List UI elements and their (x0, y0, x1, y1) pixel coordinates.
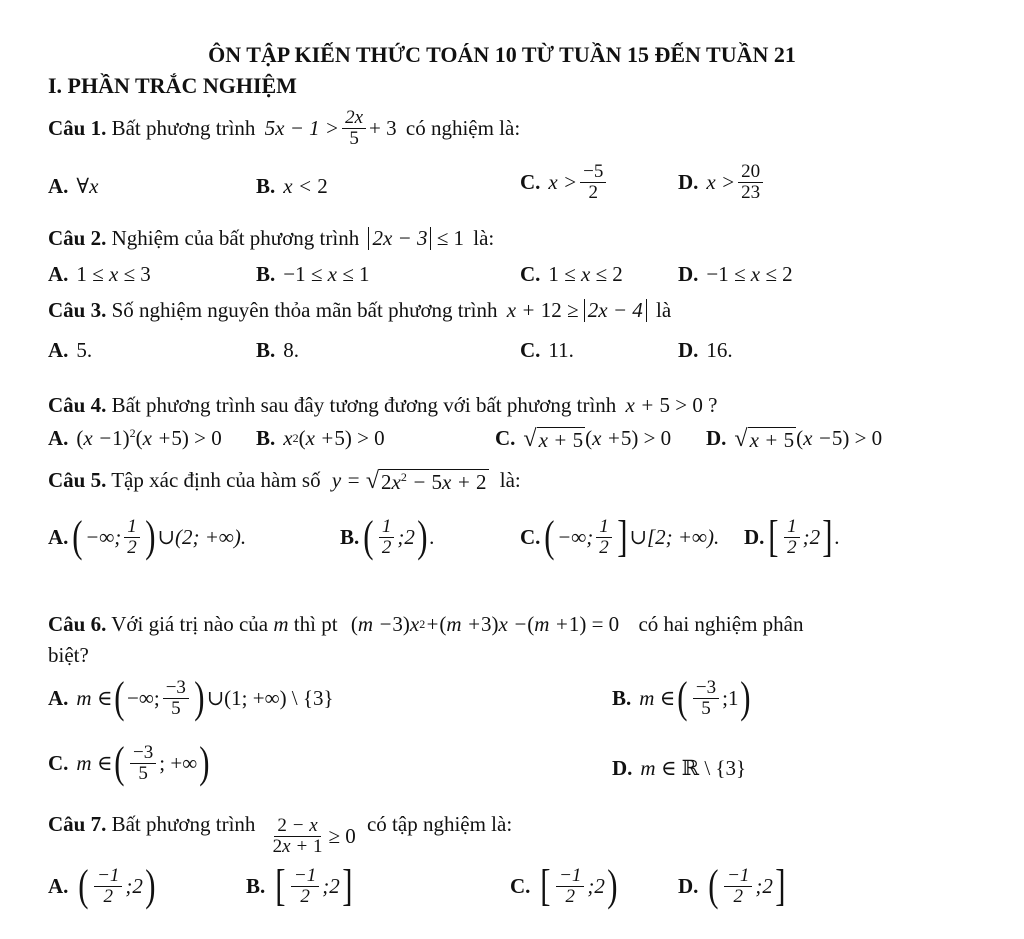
option-1a[interactable]: A. ∀x (48, 174, 99, 198)
option-6c[interactable]: C. m ∈ ( $\frac{-3}{5}$ ; +∞ ) (48, 738, 210, 787)
question-label: Câu 3. (48, 298, 107, 322)
option-4d[interactable]: D. √ x + 5 ( x − 5) > 0 (706, 426, 883, 452)
option-2a[interactable]: A. 1 ≤ x ≤ 3 (48, 262, 151, 286)
math-expression: ( m − 3) x 2 + ( m + 3) x − ( m + 1) = 0 (350, 612, 620, 636)
question-text: Bất phương trình (111, 115, 256, 140)
question-label: Câu 2. (48, 226, 107, 250)
question-6-continued: biệt? (48, 643, 89, 667)
option-7a[interactable]: A. ( $\frac{-1}{2}$ ;2 ) (48, 861, 156, 910)
question-5 (48, 466, 521, 495)
option-2d[interactable]: D. −1 ≤ x ≤ 2 (678, 262, 793, 286)
question-7 (48, 812, 512, 857)
option-6d[interactable]: D. m ∈ ℝ \ {3} (612, 756, 747, 780)
option-3d[interactable]: D. 16. (678, 338, 733, 362)
option-7c[interactable]: C. [ $\frac{-1}{2}$ ;2 ) (510, 861, 618, 910)
question-label: Câu 6. (48, 612, 107, 636)
question-label: Câu 4. (48, 393, 107, 417)
question-label: Câu 5. (48, 468, 107, 492)
option-5d[interactable]: D. [ $\frac{1}{2}$ ;2 ] . (744, 512, 840, 561)
question-label: Câu 1. (48, 115, 107, 140)
option-3c[interactable]: C. 11. (520, 338, 574, 362)
section-heading: I. PHẦN TRẮC NGHIỆM (48, 73, 297, 98)
question-text-2: thì pt (293, 612, 338, 636)
math-expression: x + 12 ≥ 2x − 4 (507, 298, 647, 323)
option-7d[interactable]: D. ( $\frac{-1}{2}$ ;2 ] (678, 861, 786, 910)
math-expression: y = √ $2x^2 - 5x + 2$ (331, 468, 487, 494)
option-3a[interactable]: A. 5. (48, 338, 93, 362)
question-tail: là: (499, 468, 521, 492)
document-title: ÔN TẬP KIẾN THỨC TOÁN 10 TỪ TUẦN 15 ĐẾN TUẦN 21 (208, 42, 796, 67)
question-4 (48, 393, 717, 418)
question-text: Số nghiệm nguyên thỏa mãn bất phương trình (111, 298, 498, 322)
option-1b[interactable]: B. x < 2 (256, 174, 328, 198)
question-text: Bất phương trình (111, 812, 256, 836)
question-tail: có tập nghiệm là: (366, 812, 513, 836)
question-tail: có hai nghiệm phân (638, 612, 804, 636)
option-3b[interactable]: B. 8. (256, 338, 300, 362)
question-text: Nghiệm của bất phương trình (111, 226, 360, 250)
question-tail: có nghiệm là: (405, 115, 521, 140)
option-4c[interactable]: C. √ x + 5 ( x + 5) > 0 (495, 426, 672, 452)
option-4a[interactable]: A. ( x − 1)$^2$( x + 5) > 0 (48, 426, 222, 450)
question-text: Bất phương trình sau đây tương đương với bất phương trình (111, 393, 617, 417)
question-tail: là (656, 298, 672, 322)
question-3 (48, 298, 671, 323)
math-expression: $\frac{2 - x}{2x + 1}$ ≥ 0 (272, 815, 356, 857)
option-5a[interactable]: A. ( −∞; $\frac{1}{2}$ ) ∪(2; +∞). (48, 512, 247, 561)
question-text: Tập xác định của hàm số (111, 468, 321, 492)
question-tail: ? (708, 393, 718, 417)
question-2 (48, 226, 494, 251)
option-5b[interactable]: B. ( $\frac{1}{2}$ ;2 ) . (340, 512, 435, 561)
option-5c[interactable]: C. ( −∞; $\frac{1}{2}$ ] ∪[2; +∞). (520, 512, 720, 561)
option-6a[interactable]: A. m ∈ ( −∞; $\frac{-3}{5}$ ) ∪(1; +∞) \ {3} (48, 673, 334, 722)
math-expression: x + 5 > 0 (625, 393, 703, 417)
option-2c[interactable]: C. 1 ≤ x ≤ 2 (520, 262, 623, 286)
question-6: Câu 6. Với giá trị nào của m thì pt ( m − 3) x 2 + ( m + 3) x − ( m + 1) = 0 có hai nghiệm phân (48, 612, 804, 636)
option-1c[interactable]: C. x > $\frac{-5}{2}$ (520, 162, 609, 203)
question-text: Với giá trị nào của (111, 612, 269, 636)
question-tail: là: (473, 226, 495, 250)
option-2b[interactable]: B. −1 ≤ x ≤ 1 (256, 262, 370, 286)
option-7b[interactable]: B. [ $\frac{-1}{2}$ ;2 ] (246, 861, 353, 910)
question-1 (48, 108, 520, 149)
math-expression: 5x − 1 > $\frac{2x}{5}$ + 3 (264, 107, 397, 149)
option-6b[interactable]: B. m ∈ ( $\frac{-3}{5}$ ;1 ) (612, 673, 751, 722)
option-1d[interactable]: D. x > $\frac{20}{23}$ (678, 162, 766, 203)
option-4b[interactable]: B. x 2 ( x + 5) > 0 (256, 426, 385, 450)
math-expression: 2x − 3 ≤ 1 (368, 226, 464, 251)
question-label: Câu 7. (48, 812, 107, 836)
